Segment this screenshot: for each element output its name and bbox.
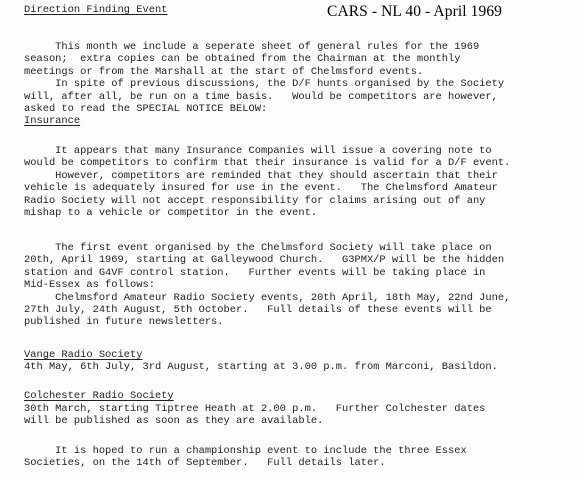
- text-line: It appears that many Insurance Companies will issue a covering note to: [24, 145, 492, 157]
- text-line: However, competitors are reminded that they should ascertain that their: [24, 169, 498, 182]
- text-line: vehicle is adequately insured for use in the event. The Chelmsford Amateur: [24, 182, 498, 195]
- text-line: Mid-Essex as follows:: [24, 279, 155, 292]
- text-line: would be competitors to confirm that their insurance is valid for a D/F event.: [24, 157, 511, 170]
- colchester-heading: Colchester Radio Society: [24, 390, 174, 402]
- text-line: This month we include a seperate sheet of general rules for the 1969: [24, 41, 480, 53]
- vange-heading: Vange Radio Society: [24, 349, 143, 361]
- first-event-paragraph: [24, 242, 511, 354]
- text-line: In spite of previous discussions, the D/F hunts organised by the Society: [24, 78, 505, 91]
- text-line: 30th March, starting Tiptree Heath at 2.00 p.m. Further Colchester dates: [24, 403, 486, 415]
- text-line: mishap to a vehicle or competitor in the event.: [24, 207, 318, 219]
- text-line: will be published as soon as they are available.: [24, 415, 324, 428]
- text-line: asked to read the SPECIAL NOTICE BELOW:: [24, 103, 268, 115]
- vange-dates: 4th May, 6th July, 3rd August, starting at 3.00 p.m. from Marconi, Basildon.: [24, 361, 498, 373]
- text-line: It is hoped to run a championship event to include the three Essex: [24, 445, 467, 457]
- text-line: 27th July, 24th August, 5th October. Full details of these events will be: [24, 304, 492, 316]
- insurance-paragraph: [24, 145, 511, 244]
- text-line: 20th, April 1969, starting at Galleywood Church. G3PMX/P will be the hidden: [24, 254, 505, 267]
- text-line: published in future newsletters.: [24, 316, 224, 329]
- text-line: Societies, on the 14th of September. Full details later.: [24, 457, 386, 470]
- text-line: will, after all, be run on a time basis. Would be competitors are however,: [24, 90, 498, 103]
- text-line: Radio Society will not accept responsibility for claims arising out of any: [24, 194, 486, 207]
- insurance-heading: Insurance: [24, 115, 81, 127]
- text-line: season; extra copies can be obtained from the Chairman at the monthly: [24, 53, 461, 66]
- page-title: Direction Finding Event: [24, 4, 168, 16]
- text-line: Chelmsford Amateur Radio Society events, 20th April, 18th May, 22nd June,: [24, 291, 511, 304]
- text-line: The first event organised by the Chelmsford Society will take place on: [24, 242, 492, 254]
- text-line: station and G4VF control station. Further events will be taking place in: [24, 266, 486, 279]
- masthead: CARS - NL 40 - April 1969: [327, 3, 503, 20]
- text-line: meetings or from the Marshall at the start of Chelmsford events.: [24, 65, 424, 78]
- championship-paragraph: [24, 445, 467, 495]
